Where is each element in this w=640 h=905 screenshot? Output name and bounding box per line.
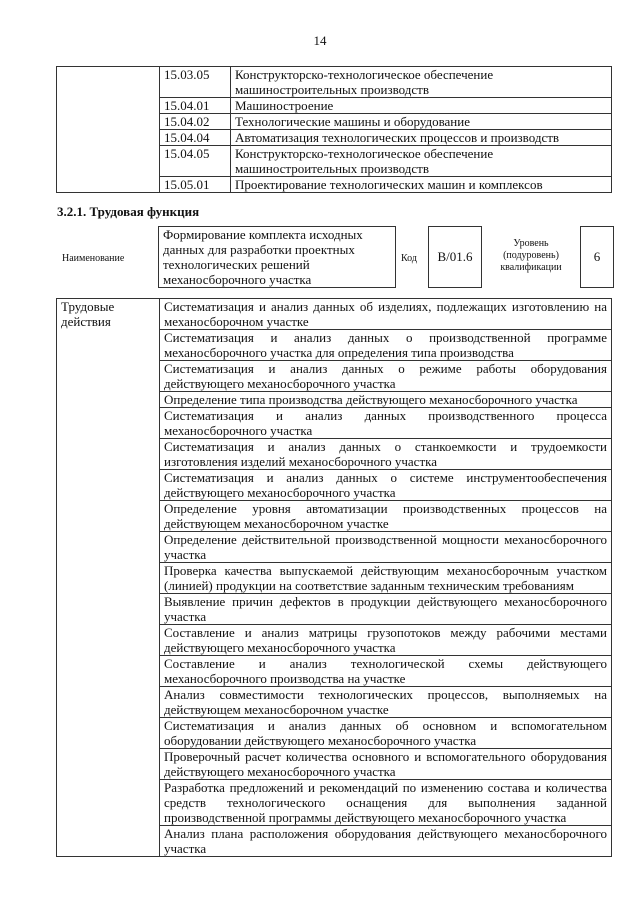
labor-action: Проверочный расчет количества основного и вспомогательного оборудования действующего механосборочного участка (160, 749, 612, 780)
specialty-name: Конструкторско-технологическое обеспечение машиностроительных производств (231, 146, 612, 177)
labor-action: Систематизация и анализ данных о режиме работы оборудования действующего механосборочного участка (160, 361, 612, 392)
labor-action: Определение типа производства действующего механосборочного участка (160, 392, 612, 408)
labor-action: Разработка предложений и рекомендаций по изменению состава и количества средств технологического оснащения для выполнения заданной производственной программы действующего механосборочного участка (160, 780, 612, 826)
labor-action: Анализ совместимости технологических процессов, выполняемых на действующем механосборочном участке (160, 687, 612, 718)
labor-action: Определение уровня автоматизации производственных процессов на действующем механосборочном участке (160, 501, 612, 532)
labor-action: Определение действительной производственной мощности механосборочного участка (160, 532, 612, 563)
labor-action: Анализ плана расположения оборудования действующего механосборочного участка (160, 826, 612, 857)
function-name: Формирование комплекта исходных данных для разработки проектных технологических решений механосборочного участка (158, 226, 396, 288)
specialty-code: 15.04.01 (160, 98, 231, 114)
specialty-code: 15.04.04 (160, 130, 231, 146)
specialty-name: Технологические машины и оборудование (231, 114, 612, 130)
labor-action: Систематизация и анализ данных производственного процесса механосборочного участка (160, 408, 612, 439)
labor-action: Выявление причин дефектов в продукции действующего механосборочного участка (160, 594, 612, 625)
page-number: 14 (313, 33, 327, 48)
labor-action: Систематизация и анализ данных о станкоемкости и трудоемкости изготовления изделий механосборочного участка (160, 439, 612, 470)
function-code: B/01.6 (428, 226, 482, 288)
labor-action: Составление и анализ технологической схемы действующего механосборочного производства на участке (160, 656, 612, 687)
specialty-name: Машиностроение (231, 98, 612, 114)
specialty-code: 15.04.05 (160, 146, 231, 177)
specialty-name: Автоматизация технологических процессов и производств (231, 130, 612, 146)
labor-action: Систематизация и анализ данных о системе инструментообеспечения действующего механосборочного участка (160, 470, 612, 501)
level-label: Уровень (подуровень) квалификации (500, 238, 562, 273)
labor-action: Проверка качества выпускаемой действующим механосборочным участком (линией) продукции на соответствие заданным техническим требованиям (160, 563, 612, 594)
specialties-table (56, 66, 612, 193)
labor-actions-table (56, 298, 612, 857)
specialty-name: Проектирование технологических машин и комплексов (231, 177, 612, 193)
specialty-code: 15.03.05 (160, 67, 231, 98)
specialty-code: 15.05.01 (160, 177, 231, 193)
specialty-row (57, 67, 612, 98)
qualification-level: 6 (580, 226, 614, 288)
labor-action: Систематизация и анализ данных об изделиях, подлежащих изготовлению на механосборочном участке (160, 299, 612, 330)
name-label: Наименование (62, 253, 125, 264)
empty-cell (57, 67, 160, 193)
labor-action: Систематизация и анализ данных об основном и вспомогательном оборудовании действующего механосборочного участка (160, 718, 612, 749)
section-title: 3.2.1. Трудовая функция (57, 204, 200, 219)
labor-action: Систематизация и анализ данных о производственной программе механосборочного участка для определения типа производства (160, 330, 612, 361)
actions-label: Трудовые действия (57, 299, 160, 857)
labor-action: Составление и анализ матрицы грузопотоков между рабочими местами действующего механосборочного участка (160, 625, 612, 656)
labor-action-row (57, 299, 612, 330)
specialty-name: Конструкторско-технологическое обеспечение машиностроительных производств (231, 67, 612, 98)
specialty-code: 15.04.02 (160, 114, 231, 130)
code-label: Код (401, 253, 417, 264)
